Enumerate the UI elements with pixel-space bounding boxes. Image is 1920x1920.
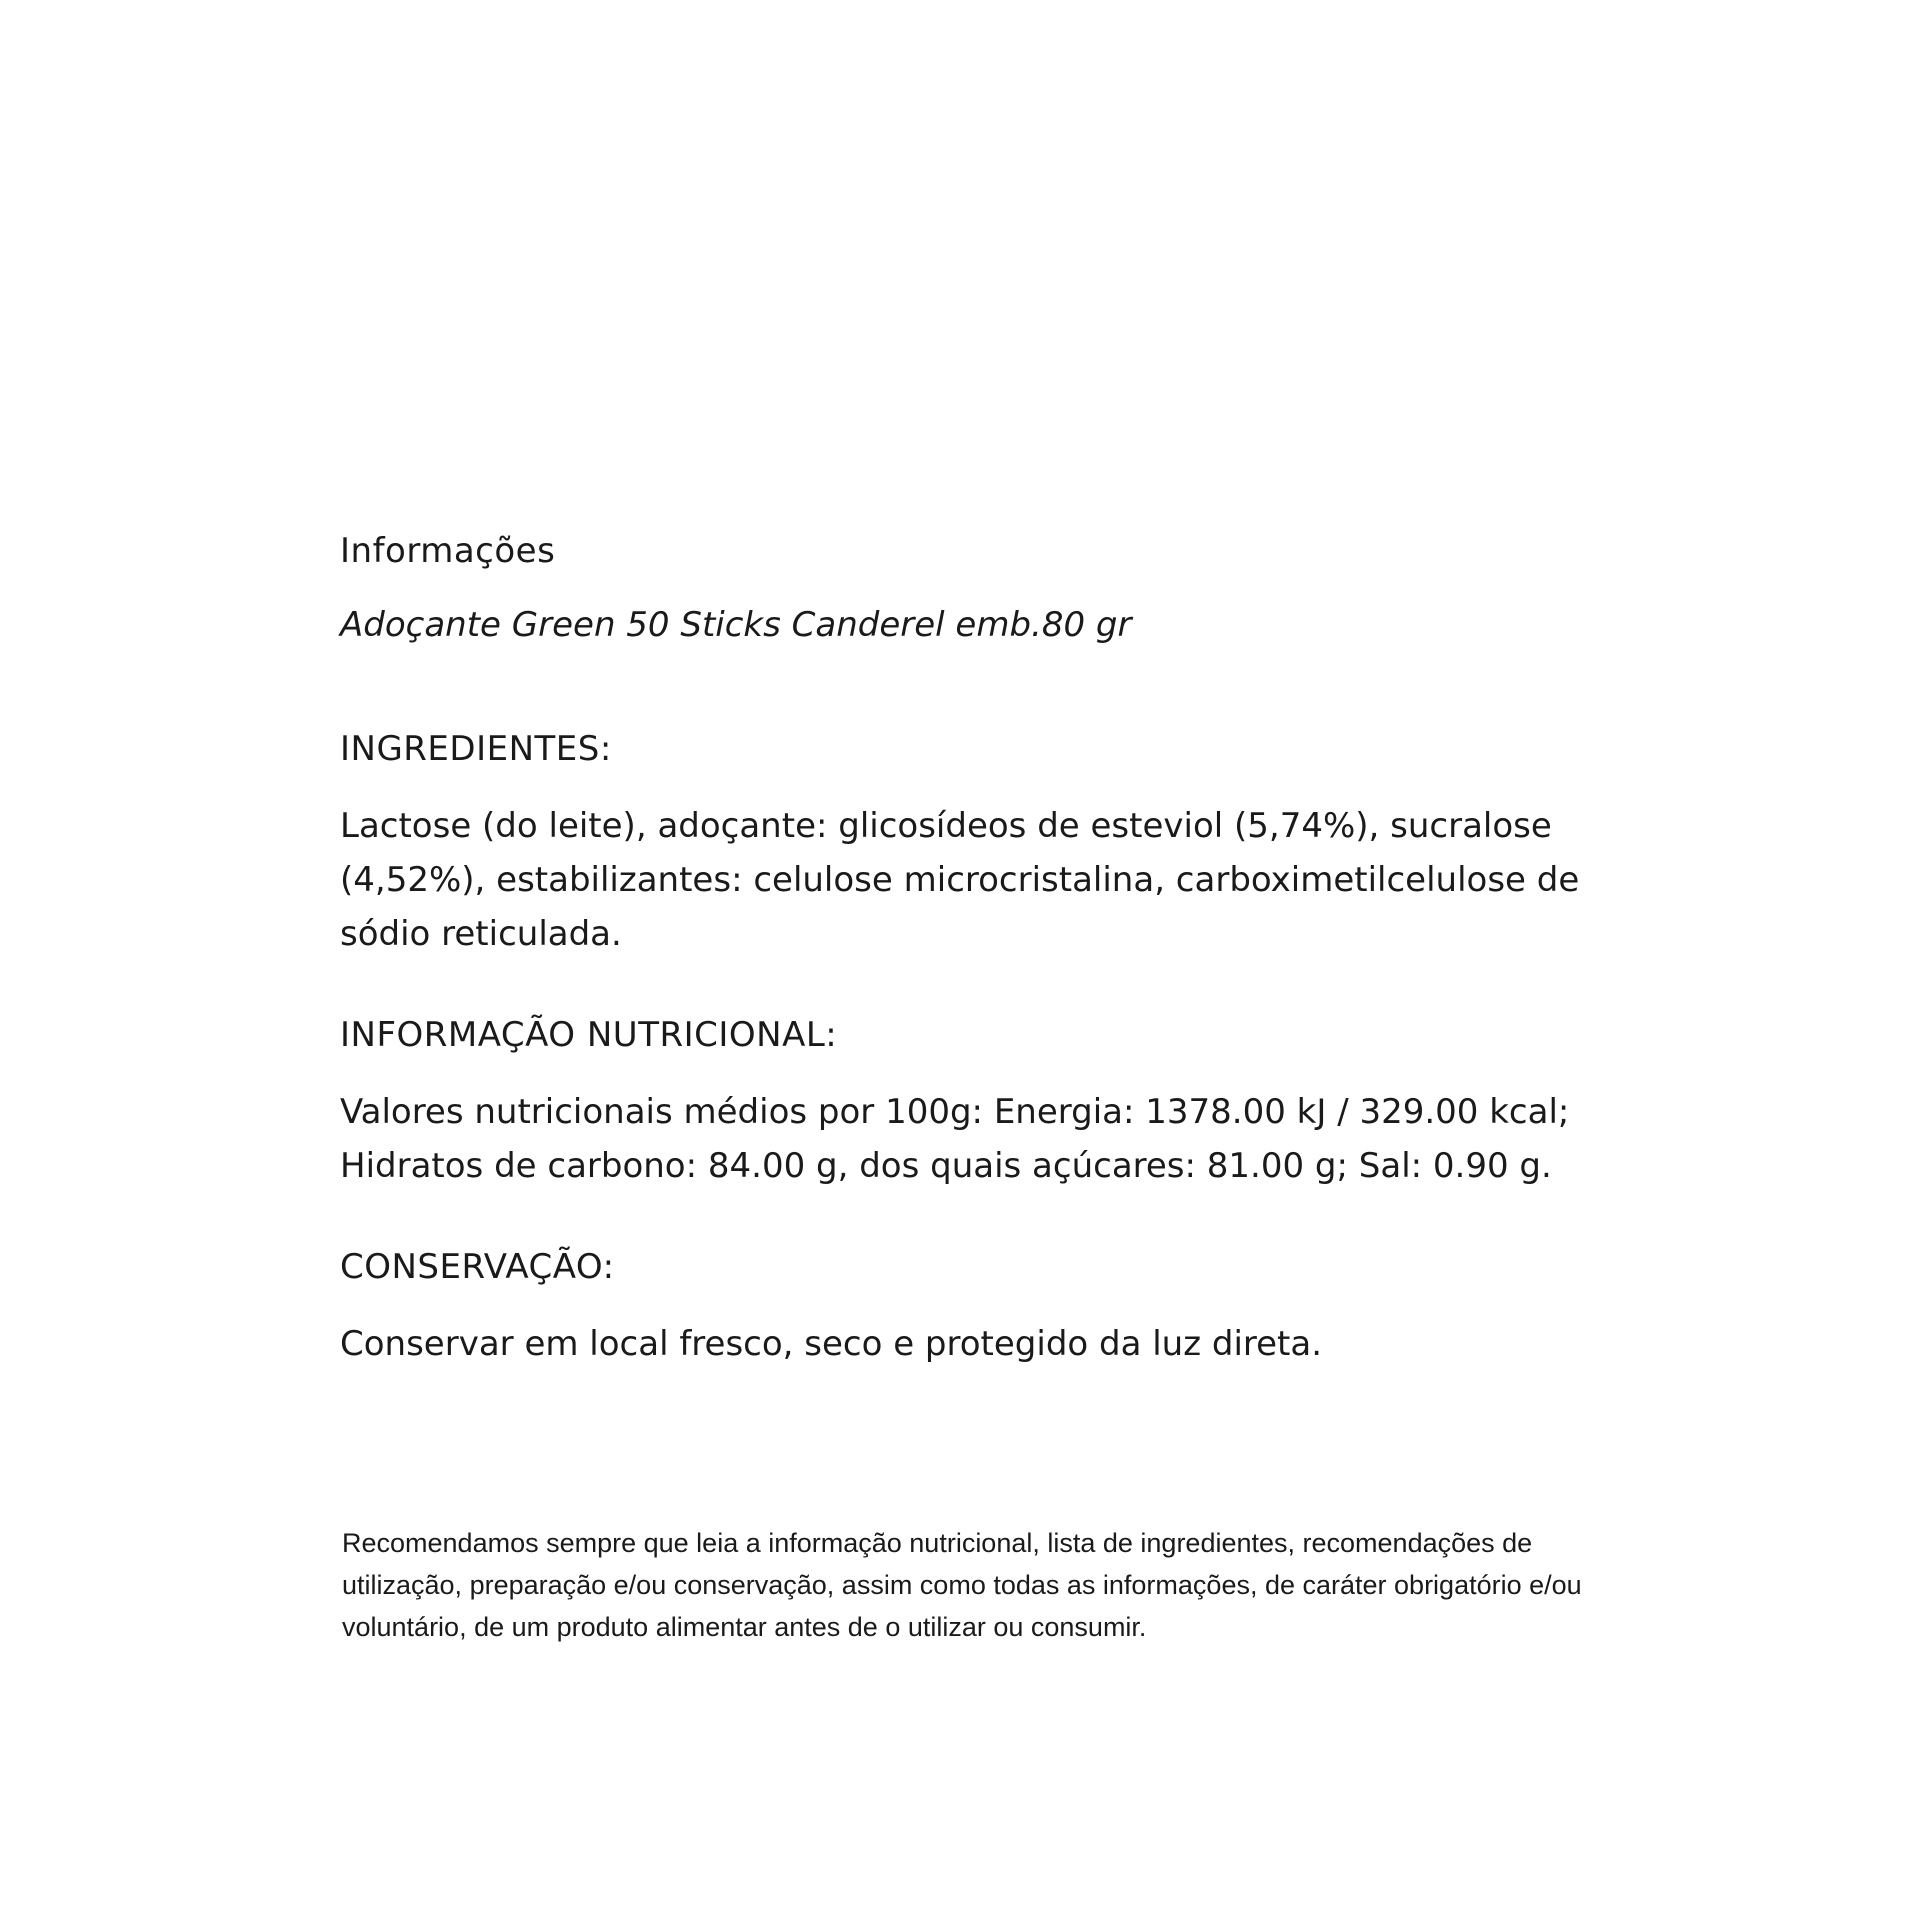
nutrition-text: Valores nutricionais médios por 100g: Energia: 1378.00 kJ / 329.00 kcal; Hidratos de carbono: 84.00 g, dos quais açúcares: 81.00 g; Sal: 0.90 g. [340, 1092, 1570, 1186]
storage-text: Conservar em local fresco, seco e protegido da luz direta. [340, 1324, 1323, 1364]
storage-section [340, 1241, 1590, 1371]
product-name: Adoçante Green 50 Sticks Canderel emb.80 gr [340, 605, 1132, 645]
nutrition-title: INFORMAÇÃO NUTRICIONAL: [340, 1015, 838, 1055]
storage-title: CONSERVAÇÃO: [340, 1247, 615, 1287]
ingredients-title: INGREDIENTES: [340, 729, 612, 769]
nutrition-section [340, 1009, 1590, 1193]
ingredients-text: Lactose (do leite), adoçante: glicosídeos de esteviol (5,74%), sucralose (4,52%), estabilizantes: celulose microcristalina, carboximetilcelulose de sódio reticulada. [340, 806, 1580, 954]
ingredients-section [340, 723, 1590, 961]
info-heading: Informações [340, 531, 556, 571]
disclaimer-text: Recomendamos sempre que leia a informação nutricional, lista de ingredientes, recomendações de utilização, preparação e/ou conservação, assim como todas as informações, de caráter obrigatório e/ou voluntário, de um produto alimentar antes de o utilizar ou consumir. [342, 1528, 1582, 1642]
product-info-panel [340, 525, 1590, 1371]
